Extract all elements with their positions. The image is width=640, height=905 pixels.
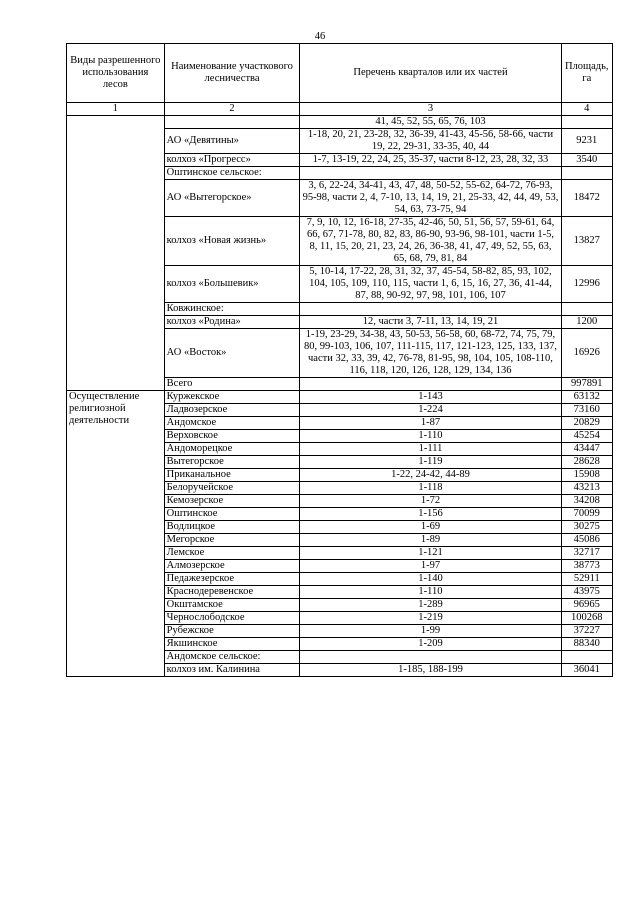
use-type-cell-empty <box>67 116 165 391</box>
forestry-name: Верховское <box>164 430 300 443</box>
area-value: 9231 <box>561 129 612 154</box>
area-value: 52911 <box>561 573 612 586</box>
quarters-list <box>300 378 561 391</box>
area-value: 34208 <box>561 495 612 508</box>
forestry-name: Ладвозерское <box>164 404 300 417</box>
forestry-name: АО «Девятины» <box>164 129 300 154</box>
forestry-name: Водлицкое <box>164 521 300 534</box>
quarters-list: 1-110 <box>300 586 561 599</box>
quarters-list: 41, 45, 52, 55, 65, 76, 103 <box>300 116 561 129</box>
forestry-name: Всего <box>164 378 300 391</box>
area-value: 38773 <box>561 560 612 573</box>
area-value: 43213 <box>561 482 612 495</box>
forestry-name: Андомское сельское: <box>164 651 300 664</box>
quarters-list: 1-99 <box>300 625 561 638</box>
area-value <box>561 303 612 316</box>
quarters-list: 1-209 <box>300 638 561 651</box>
forestry-name: АО «Вытегорское» <box>164 180 300 217</box>
area-value: 18472 <box>561 180 612 217</box>
quarters-list <box>300 651 561 664</box>
quarters-list: 1-119 <box>300 456 561 469</box>
area-value <box>561 116 612 129</box>
forestry-name: Якшинское <box>164 638 300 651</box>
area-value: 73160 <box>561 404 612 417</box>
forestry-name: Куржекское <box>164 391 300 404</box>
quarters-list: 12, части 3, 7-11, 13, 14, 19, 21 <box>300 316 561 329</box>
area-value: 43447 <box>561 443 612 456</box>
forestry-name: Рубежское <box>164 625 300 638</box>
area-value: 88340 <box>561 638 612 651</box>
quarters-list: 1-22, 24-42, 44-89 <box>300 469 561 482</box>
forestry-name: колхоз им. Калинина <box>164 664 300 677</box>
quarters-list: 7, 9, 10, 12, 16-18, 27-35, 42-46, 50, 51, 56, 57, 59-61, 64, 66, 67, 71-78, 80, 82, 83, 86-90, 93-96, 98-101, части 1-5, 8, 11, 15, 20, 21, 23, 24, 26, 36-38, 41, 47, 49, 52, 55, 63, 65, 68, 79, 81, 84 <box>300 217 561 266</box>
forestry-name: Чернослободское <box>164 612 300 625</box>
quarters-list: 1-19, 23-29, 34-38, 43, 50-53, 56-58, 60, 68-72, 74, 75, 79, 80, 99-103, 106, 107, 111-115, 117, 121-123, 125, 133, 137, части 32, 33, 39, 42, 76-78, 81-95, 98, 104, 105, 108-110, 116, 118, 120, 126, 128, 129, 134, 136 <box>300 329 561 378</box>
area-value: 16926 <box>561 329 612 378</box>
header-use-type: Виды разрешенного использования лесов <box>67 44 165 103</box>
area-value: 37227 <box>561 625 612 638</box>
area-value: 100268 <box>561 612 612 625</box>
forestry-name: Белоручейское <box>164 482 300 495</box>
quarters-list: 1-289 <box>300 599 561 612</box>
quarters-list: 1-72 <box>300 495 561 508</box>
header-quarters-list: Перечень кварталов или их частей <box>300 44 561 103</box>
area-value: 20829 <box>561 417 612 430</box>
quarters-list: 1-69 <box>300 521 561 534</box>
forestry-name: АО «Восток» <box>164 329 300 378</box>
quarters-list <box>300 303 561 316</box>
use-type-cell: Осуществление религиозной деятельности <box>67 391 165 677</box>
quarters-list <box>300 167 561 180</box>
forestry-name: Оштинское <box>164 508 300 521</box>
forest-use-table <box>66 43 613 677</box>
area-value <box>561 167 612 180</box>
area-value: 12996 <box>561 266 612 303</box>
column-number: 3 <box>300 103 561 116</box>
quarters-list: 5, 10-14, 17-22, 28, 31, 32, 37, 45-54, 58-82, 85, 93, 102, 104, 105, 109, 110, 115, части 1, 6, 15, 16, 27, 36, 41-44, 87, 88, 90-92, 97, 98, 101, 106, 107 <box>300 266 561 303</box>
quarters-list: 1-111 <box>300 443 561 456</box>
quarters-list: 1-156 <box>300 508 561 521</box>
forestry-name: Краснодеревенское <box>164 586 300 599</box>
forestry-name: Алмозерское <box>164 560 300 573</box>
area-value: 63132 <box>561 391 612 404</box>
forestry-name: Оштинское сельское: <box>164 167 300 180</box>
column-number: 4 <box>561 103 612 116</box>
quarters-list: 1-143 <box>300 391 561 404</box>
quarters-list: 1-185, 188-199 <box>300 664 561 677</box>
area-value: 30275 <box>561 521 612 534</box>
area-value: 997891 <box>561 378 612 391</box>
forestry-name: Андомское <box>164 417 300 430</box>
forestry-name: Кемозерское <box>164 495 300 508</box>
forestry-name: Вытегорское <box>164 456 300 469</box>
area-value: 45086 <box>561 534 612 547</box>
area-value: 36041 <box>561 664 612 677</box>
area-value: 96965 <box>561 599 612 612</box>
forestry-name: Окштамское <box>164 599 300 612</box>
quarters-list: 1-224 <box>300 404 561 417</box>
area-value: 1200 <box>561 316 612 329</box>
table-header-row <box>67 44 613 103</box>
column-number-row <box>67 103 613 116</box>
area-value <box>561 651 612 664</box>
quarters-list: 1-140 <box>300 573 561 586</box>
forestry-name: Педажезерское <box>164 573 300 586</box>
area-value: 15908 <box>561 469 612 482</box>
area-value: 43975 <box>561 586 612 599</box>
table-row <box>67 116 613 129</box>
area-value: 28628 <box>561 456 612 469</box>
forestry-name: Ковжинское: <box>164 303 300 316</box>
quarters-list: 3, 6, 22-24, 34-41, 43, 47, 48, 50-52, 55-62, 64-72, 76-93, 95-98, части 2, 4, 7-10, 13, 14, 19, 21, 25-33, 42, 44, 49, 53, 54, 63, 73-75, 94 <box>300 180 561 217</box>
page-number: 46 <box>314 31 326 42</box>
quarters-list: 1-110 <box>300 430 561 443</box>
table-row <box>67 391 613 404</box>
forestry-name <box>164 116 300 129</box>
forestry-name: Андоморецкое <box>164 443 300 456</box>
forestry-name: Приканальное <box>164 469 300 482</box>
quarters-list: 1-18, 20, 21, 23-28, 32, 36-39, 41-43, 45-56, 58-66, части 19, 22, 29-31, 33-35, 40, 44 <box>300 129 561 154</box>
forestry-name: колхоз «Большевик» <box>164 266 300 303</box>
forestry-name: колхоз «Прогресс» <box>164 154 300 167</box>
forestry-name: Мегорское <box>164 534 300 547</box>
header-forestry-name: Наименование участкового лесничества <box>164 44 300 103</box>
forestry-name: колхоз «Родина» <box>164 316 300 329</box>
area-value: 3540 <box>561 154 612 167</box>
area-value: 32717 <box>561 547 612 560</box>
quarters-list: 1-121 <box>300 547 561 560</box>
quarters-list: 1-97 <box>300 560 561 573</box>
column-number: 1 <box>67 103 165 116</box>
quarters-list: 1-89 <box>300 534 561 547</box>
quarters-list: 1-7, 13-19, 22, 24, 25, 35-37, части 8-12, 23, 28, 32, 33 <box>300 154 561 167</box>
quarters-list: 1-87 <box>300 417 561 430</box>
area-value: 70099 <box>561 508 612 521</box>
quarters-list: 1-219 <box>300 612 561 625</box>
area-value: 45254 <box>561 430 612 443</box>
column-number: 2 <box>164 103 300 116</box>
area-value: 13827 <box>561 217 612 266</box>
quarters-list: 1-118 <box>300 482 561 495</box>
forestry-name: колхоз «Новая жизнь» <box>164 217 300 266</box>
header-area: Площадь, га <box>561 44 612 103</box>
forestry-name: Лемское <box>164 547 300 560</box>
